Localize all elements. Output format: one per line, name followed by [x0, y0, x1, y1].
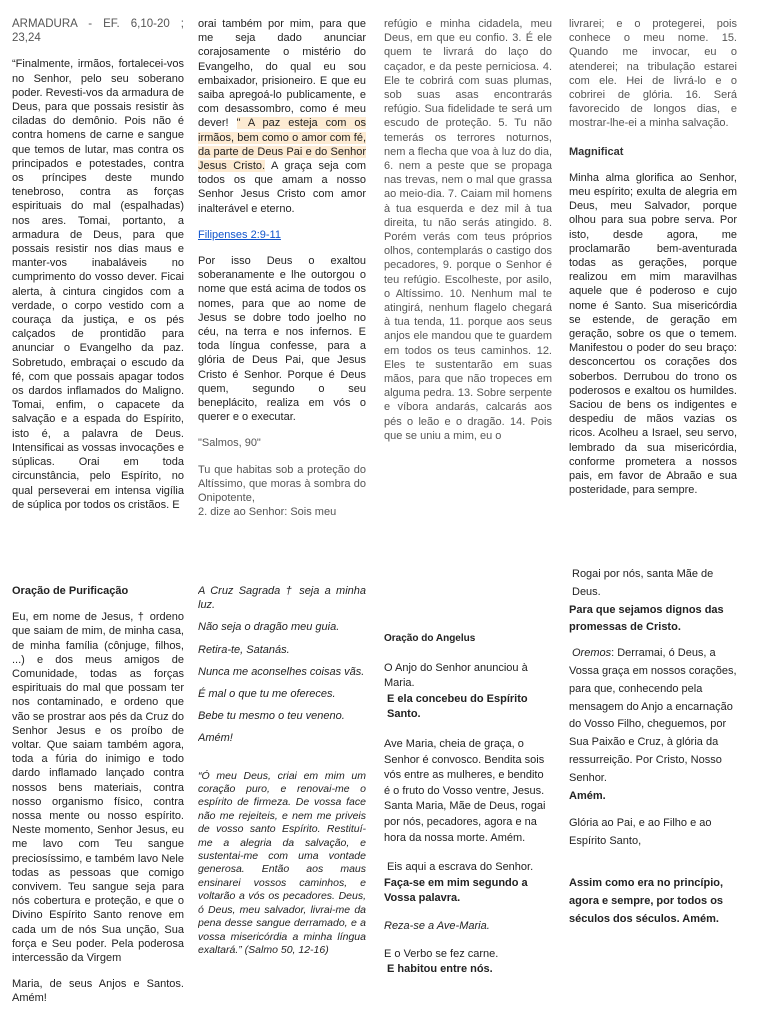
- ephesians-text-a: orai também por mim, para que me seja dado anunciar corajosamente o mistério do Evangelho, do qual eu sou embaixador, prisioneiro. E que eu saiba apregoá-lo publicamente, e com desassombro, como é meu dever!: [198, 18, 366, 130]
- cruz-line-3: Retira-te, Satanás.: [198, 643, 290, 656]
- cruz-line-1: A Cruz Sagrada † seja a minha luz.: [198, 585, 366, 612]
- oremos-label: Oremos: [572, 647, 612, 660]
- magnificat-heading: Magnificat: [569, 145, 624, 158]
- angelus-p5-response: E habitou entre nós.: [387, 963, 493, 976]
- gloria-text: Glória ao Pai, e ao Filho e ao Espírito Santo,: [569, 817, 712, 848]
- oremos-column: [569, 566, 737, 956]
- angelus-column: [384, 631, 552, 1024]
- magnificat-text: Minha alma glorifica ao Senhor, meu espírito; exulta de alegria em Deus, meu Salvador, porque olhou para sua pobre serva. Por isto, desde agora, me proclamarão bem-aventurada todas as gerações, porque realizou em mim maravilhas aquele que é poderoso e cujo nome é Santo. Sua misericórdia se estende, de geração em geração, sobre os que o temem. Manifestou o poder do seu braço: desconcertou os corações dos soberbos. Derrubou do trono os poderosos e exaltou os humildes. Saciou de bens os indigentes e despediu de mãos vazias os ricos. Acolheu a Israel, seu servo, lembrado da sua misericórdia, conforme prometera a nossos pais, em favor de Abraão e sua posteridade, para sempre.: [569, 171, 737, 497]
- ephesians-highlight: " A paz esteja com os irmãos, bem como o amor com fé, da parte de Deus Pai e do Senhor Jesus Cristo.: [198, 117, 366, 173]
- armadura-text: “Finalmente, irmãos, fortalecei-vos no Senhor, pelo seu soberano poder. Revesti-vos da armadura de Deus, para que possais resistir às ciladas do demônio. Pois não é contra homens de carne e sangue que temos de lutar, mas contra os principados e potestades, contra os príncipes deste mundo tenebroso, contra as forças espirituais do mal (espalhadas) nos ares. Tomai, portanto, a armadura de Deus, para que possais resistir nos dias maus e manter-vos inabaláveis no cumprimento do vosso dever. Ficai alerta, à cintura cingidos com a verdade, o corpo vestido com a couraça da justiça, e os pés calçados de prontidão para anunciar o Evangelho da paz. Sobretudo, embraçai o escudo da fé, com que possais apagar todos os dardos inflamados do Maligno. Tomai, enfim, o capacete da salvação e a espada do Espírito, isto é, a palavra de Deus. Intensificai as vossas invocações e súplicas. Orai em toda circunstância, pelo Espírito, no qual perseverai em intensa vigília de súplica por todos os cristãos. E: [12, 58, 184, 511]
- filipenses-link[interactable]: Filipenses 2:9-11: [198, 228, 281, 241]
- oremos-p2: [569, 645, 737, 787]
- purificacao-column: [12, 584, 184, 1024]
- purificacao-end: Maria, de seus Anjos e Santos. Amém!: [12, 978, 184, 1005]
- ephesians-text: [198, 17, 366, 216]
- salmos-text: Tu que habitas sob a proteção do Altíssimo, que moras à sombra do Onipotente,: [198, 463, 366, 505]
- psalm-91-text: refúgio e minha cidadela, meu Deus, em que eu confio. 3. É ele quem te livrará do laço do caçador, e da peste perniciosa. 4. Ele te cobrirá com suas plumas, sob suas asas encontrarás refúgio. Sua fidelidade te será um escudo de proteção. 5. Tu não temerás os terrores noturnos, nem a flecha que voa à luz do dia, 6. nem a peste que se propaga nas trevas, nem o mal que grassa ao meio-dia. 7. Caiam mil homens à tua esquerda e dez mil à tua direita, tu não serás atingido. 8. Porém verás com teus próprios olhos, contemplarás o castigo dos pecadores, 9. porque o Senhor é teu refúgio. Escolheste, por asilo, o Altíssimo. 10. Nenhum mal te atingirá, nenhum flagelo chegará à tua tenda, 11. porque aos seus anjos ele mandou que te guardem em todos os teus caminhos. 12. Eles te sustentarão em suas mãos, para que não tropeces em alguma pedra. 13. Sobre serpente e víbora andarás, calcarás aos pés o leão e o dragão. 14. Pois que se uniu a mim, eu o: [384, 18, 552, 442]
- salmo-50-text: “Ó meu Deus, criai em mim um coração puro, e renovai-me o espírito de firmeza. De vossa face não me rejeiteis, e nem me priveis de vosso santo Espírito. Restituí-me a alegria da salvação, e sustentai-me com uma vontade generosa. Então aos maus ensinarei vossos caminhos, e voltarão a vós os pecadores. Deus, ó Deus, meu salvador, livrai-me da pena desse sangue derramado, e a vossa misericórdia a minha língua exaltará.” (Salmo 50, 12-16): [198, 769, 366, 956]
- filipenses-text: Por isso Deus o exaltou soberanamente e lhe outorgou o nome que está acima de todos os nomes, para que ao nome de Jesus se dobre todo joelho no céu, na terra e nos infernos. E toda língua confesse, para a glória de Deus Pai, que Jesus Cristo é Senhor. Porque é Deus quem, segundo o seu beneplácito, realiza em vós o querer e o executar.: [198, 255, 366, 424]
- salmos-verse-2: 2. dize ao Senhor: Sois meu: [198, 506, 337, 519]
- angelus-p5: E o Verbo se fez carne.: [384, 947, 499, 960]
- gloria-response: Assim como era no princípio, agora e sempre, por todos os séculos dos séculos. Amém.: [569, 876, 724, 925]
- oremos-prayer: : Derramai, ó Deus, a Vossa graça em nossos corações, para que, conhecendo pela mensagem do Anjo a encarnação do Vosso Filho, cheguemos, por Sua Paixão e Cruz, à glória da ressurreição. Por Cristo, Nosso Senhor.: [569, 647, 737, 784]
- angelus-p3-response: Faça-se em mim segundo a Vossa palavra.: [384, 876, 528, 905]
- cruz-line-4: Nunca me aconselhes coisas vãs.: [198, 665, 365, 678]
- ephesians-continuation-column: [198, 17, 366, 529]
- oremos-p1: Rogai por nós, santa Mãe de Deus.: [572, 568, 714, 598]
- purificacao-text: Eu, em nome de Jesus, † ordeno que saiam de mim, de minha casa, de minha família (cônjuge, filhos, ...) e dos meus amigos de Comunidade, todas as forças espirituais do mal que possam ter nos contaminado, e ordeno que vão se prostrar aos pés da Cruz do Senhor Jesus e os proíbo de voltar. Que saiam também agora, toda a fúria do inimigo e todo dardo inflamado lançado contra nossos bens materiais, contra nosso organismo físico, contra nossa mente ou nosso espírito. Neste momento, Senhor Jesus, eu me lavo com Teu sangue preciosíssimo, e também lavo Nele todas as pessoas que comigo convivem. Teu sangue seja para nós cobertura e proteção, e que o Divino Espírito Santo renove em cada um de nós Sua unção, Sua força e Seu poder. Pela poderosa intercessão da Virgem: [12, 611, 184, 965]
- oremos-p1-response: Para que sejamos dignos das promessas de Cristo.: [569, 603, 724, 634]
- cruz-line-6: Bebe tu mesmo o teu veneno.: [198, 710, 345, 723]
- cruz-sagrada-column: [198, 584, 366, 1024]
- angelus-ave-maria: Ave Maria, cheia de graça, o Senhor é convosco. Bendita sois vós entre as mulheres, e bendito é o fruto do Vosso ventre, Jesus. Santa Maria, Mãe de Deus, rogai por nós, pecadores, agora e na hora da nossa morte. Amém.: [384, 737, 546, 844]
- ephesians-text-b: A graça seja com todos os que amam a nosso Senhor Jesus Cristo com amor inalterável e eterno.: [198, 160, 366, 215]
- armadura-column: [12, 17, 184, 522]
- cruz-line-7: Amém!: [198, 732, 233, 745]
- angelus-p3: Eis aqui a escrava do Senhor.: [387, 861, 534, 874]
- angelus-p1-response: E ela concebeu do Espírito Santo.: [387, 692, 528, 721]
- purificacao-heading: Oração de Purificação: [12, 585, 129, 597]
- salmos-title: "Salmos, 90": [198, 437, 261, 450]
- angelus-p4: Reza-se a Ave-Maria.: [384, 919, 490, 932]
- magnificat-column: [569, 17, 737, 522]
- armadura-heading: ARMADURA - EF. 6,10-20 ; 23,24: [12, 18, 184, 45]
- psalm-91-column: [384, 17, 552, 529]
- angelus-heading: Oração do Angelus: [384, 633, 476, 644]
- angelus-p1: O Anjo do Senhor anunciou à Maria.: [384, 661, 528, 690]
- psalm-91-end: livrarei; e o protegerei, pois conhece o meu nome. 15. Quando me invocar, eu o atenderei; na tribulação estarei com ele. Hei de livrá-lo e o cobrirei de glória. 16. Será favorecido de longos dias, e mostrar-lhe-ei a minha salvação.: [569, 18, 737, 130]
- oremos-amen: Amém.: [569, 789, 606, 802]
- cruz-line-2: Não seja o dragão meu guia.: [198, 621, 340, 634]
- cruz-line-5: É mal o que tu me ofereces.: [198, 688, 336, 701]
